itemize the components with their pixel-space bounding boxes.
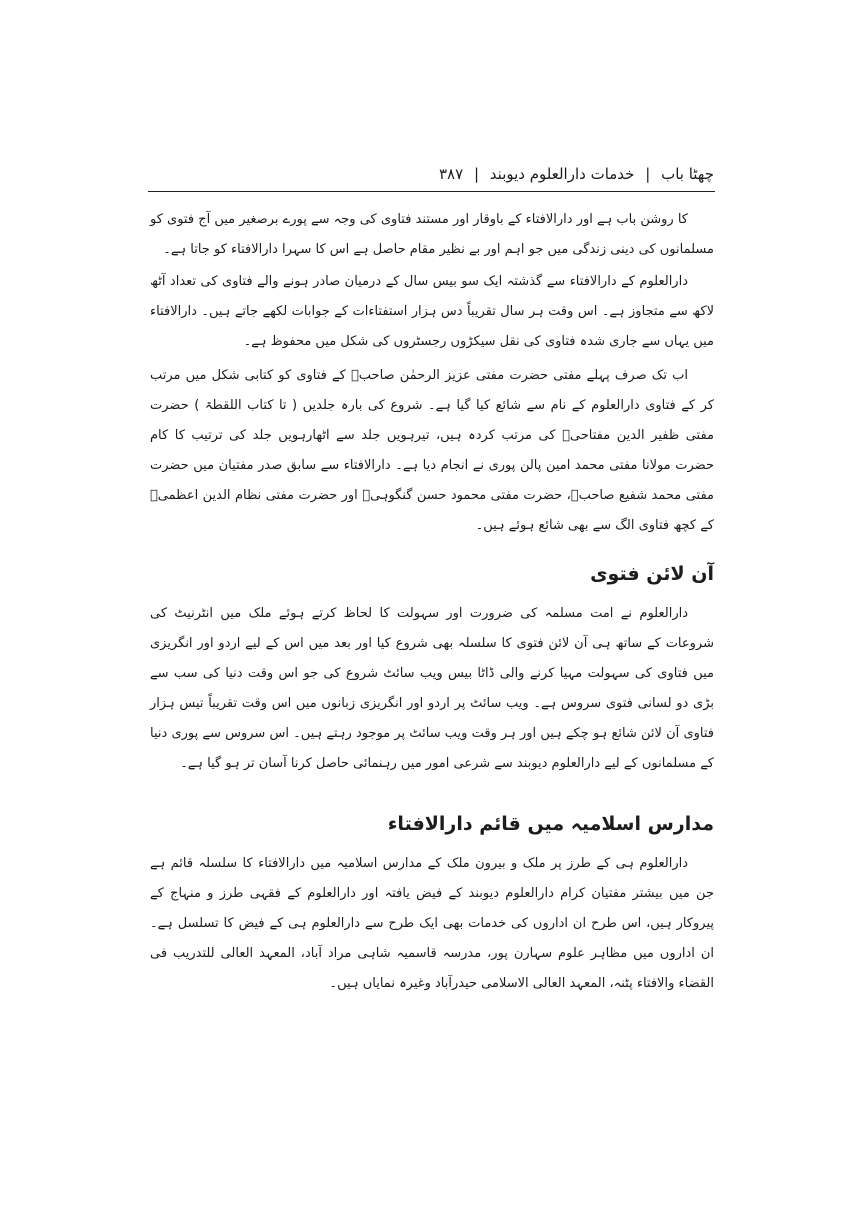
section-heading-madaris-darul-ifta: مدارس اسلامیہ میں قائم دارالافتاء [387,813,714,835]
paragraph: دارالعلوم کے دارالافتاء سے گذشتہ ایک سو بیس سال کے درمیان صادر ہونے والے فتاوی کی تعداد آٹھ لاکھ سے متجاوز ہے۔ اس وقت ہر سال تقریباً دس ہزار استفتاءات کے جوابات لکھے جاتے ہیں۔ دارالافتاء میں یہاں سے جاری شدہ فتاوی کی نقل سیکڑوں رجسٹروں کی شکل میں محفوظ ہے۔ [150,274,714,349]
paragraph: دارالعلوم ہی کے طرز پر ملک و بیرون ملک کے مدارس اسلامیہ میں دارالافتاء کا سلسلہ قائم ہے جن میں بیشتر مفتیان کرام دارالعلوم دیوبند کے فیض یافتہ اور دارالعلوم کے فقہی طرز و منہاج کے پیروکار ہیں، اس طرح ان اداروں کی خدمات بھی ایک طرح سے دارالعلوم ہی کے فیض کا تسلسل ہے۔ ان اداروں میں مظاہر علوم سہارن پور، مدرسہ قاسمیہ شاہی مراد آباد، المعہد العالی للتدریب فی القضاء والافتاء پٹنہ، المعہد العالی الاسلامی حیدرآباد وغیرہ نمایاں ہیں۔ [150,856,714,991]
header-separator: | [473,165,480,183]
page-number: ۳۸۷ [439,165,464,183]
paragraph: اب تک صرف پہلے مفتی حضرت مفتی عزیز الرحمٰن صاحبؒ کے فتاوی کو کتابی شکل میں مرتب کر کے فتاوی دارالعلوم کے نام سے شائع کیا گیا ہے۔ شروع کی بارہ جلدیں ( تا کتاب اللقطۃ ) حضرت مفتی ظفیر الدین مفتاحیؒ کی مرتب کردہ ہیں، تیرہویں جلد سے اٹھارہویں جلد کی ترتیب کا کام حضرت مولانا مفتی محمد امین پالن پوری نے انجام دیا ہے۔ دارالافتاء سے سابق صدر مفتیان میں حضرت مفتی محمد شفیع صاحبؒ، حضرت مفتی محمود حسن گنگوہیؒ اور حضرت مفتی نظام الدین اعظمیؒ کے کچھ فتاوی الگ سے بھی شائع ہوئے ہیں۔ [150,368,714,533]
header-rule [148,191,715,192]
paragraph: کا روشن باب ہے اور دارالافتاء کے باوقار اور مستند فتاوی کی وجہ سے پورے برصغیر میں آج فتوی کو مسلمانوں کی دینی زندگی میں جو اہم اور بے نظیر مقام حاصل ہے اس کا سہرا دارالافتاء کو جاتا ہے۔ [150,212,714,257]
paragraph: دارالعلوم نے امت مسلمہ کی ضرورت اور سہولت کا لحاظ کرتے ہوئے ملک میں انٹرنیٹ کی شروعات کے ساتھ ہی آن لائن فتوی کا سلسلہ بھی شروع کیا اور بعد میں اس کے لیے اردو اور انگریزی میں فتاوی کی سہولت مہیا کرنے والی ڈاٹا بیس ویب سائٹ شروع کی جو اس وقت دنیا کی سب سے بڑی دو لسانی فتوی سروس ہے۔ ویب سائٹ پر اردو اور انگریزی زبانوں میں اس وقت تقریباً تیس ہزار فتاوی آن لائن شائع ہو چکے ہیں اور ہر وقت ویب سائٹ پر موجود رہتے ہیں۔ اس سروس سے پوری دنیا کے مسلمانوں کے لیے دارالعلوم دیوبند سے شرعی امور میں رہنمائی حاصل کرنا آسان تر ہو گیا ہے۔ [150,606,714,771]
page-body [150,205,714,1009]
chapter-label: چھٹا باب [661,165,714,183]
section-label: خدمات دارالعلوم دیوبند [489,165,635,183]
running-header [150,160,714,188]
section-heading-online-fatwa: آن لائن فتوی [590,563,714,585]
header-separator: | [645,165,651,183]
